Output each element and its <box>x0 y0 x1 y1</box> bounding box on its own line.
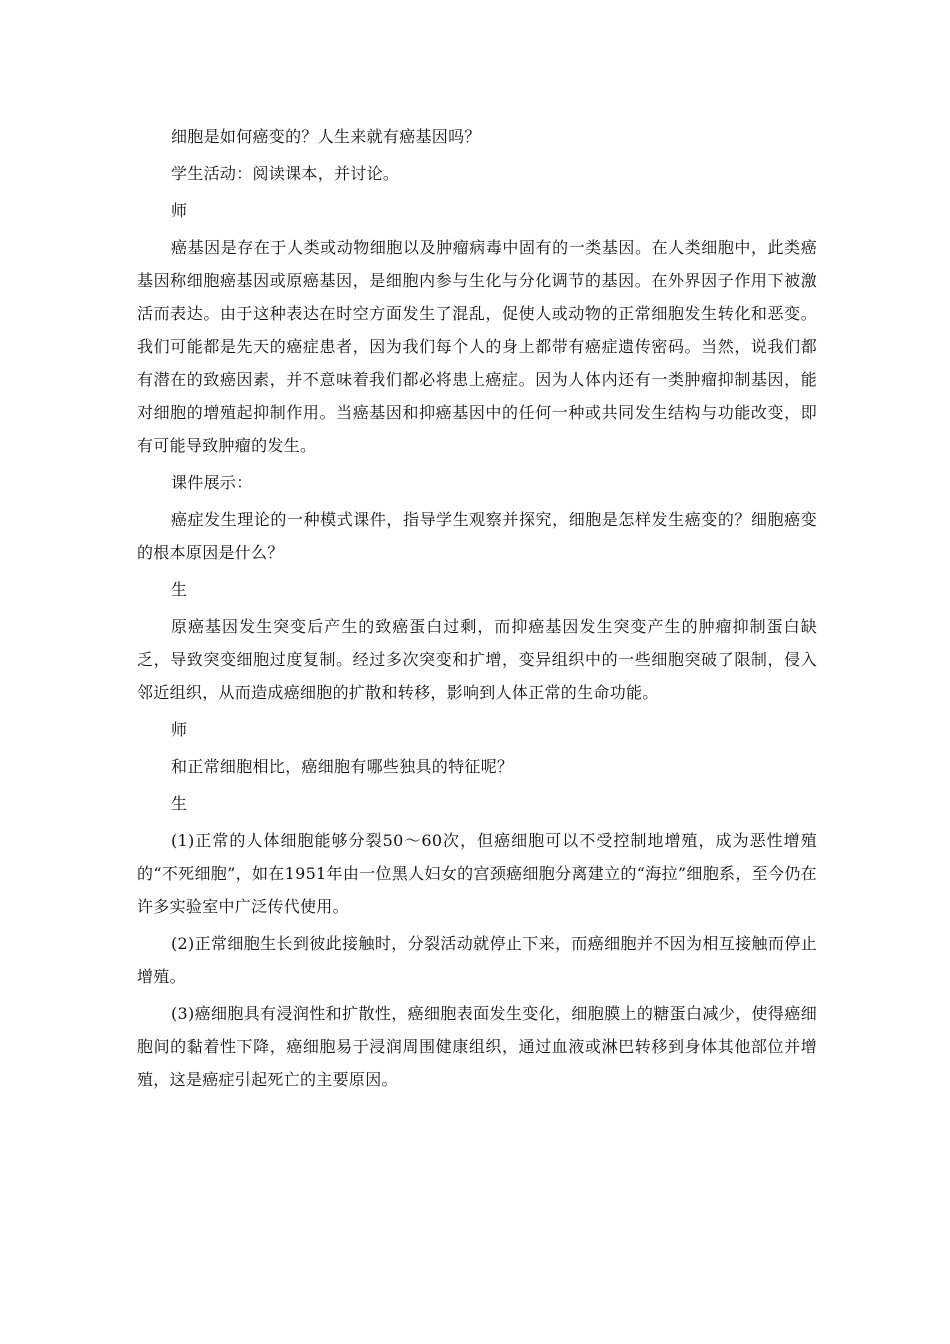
paragraph-oncogene-explanation: 癌基因是存在于人类或动物细胞以及肿瘤病毒中固有的一类基因。在人类细胞中，此类癌基因称细胞癌基因或原癌基因，是细胞内参与生化与分化调节的基因。在外界因子作用下被激活而表达。由于这种表达在时空方面发生了混乱，促使人或动物的正常细胞发生转化和恶变。我们可能都是先天的癌症患者，因为我们每个人的身上都带有癌症遗传密码。当然，说我们都有潜在的致癌因素，并不意味着我们都必将患上癌症。因为人体内还有一类肿瘤抑制基因，能对细胞的增殖起抑制作用。当癌基因和抑癌基因中的任何一种或共同发生结构与功能改变，即有可能导致肿瘤的发生。 <box>137 238 817 455</box>
paragraph-courseware-description: 癌症发生理论的一种模式课件，指导学生观察并探究，细胞是怎样发生癌变的？细胞癌变的根本原因是什么？ <box>137 510 817 562</box>
paragraph-student-answer: 原癌基因发生突变后产生的致癌蛋白过剩，而抑癌基因发生突变产生的肿瘤抑制蛋白缺乏，导致突变细胞过度复制。经过多次突变和扩增，变异组织中的一些细胞突破了限制，侵入邻近组织，从而造成癌细胞的扩散和转移，影响到人体正常的生命功能。 <box>137 617 817 702</box>
speaker-teacher: 师 <box>171 720 188 739</box>
paragraph-feature-3: (3)癌细胞具有浸润性和扩散性，癌细胞表面发生变化，细胞膜上的糖蛋白减少，使得癌细胞间的黏着性下降，癌细胞易于浸润周围健康组织，通过血液或淋巴转移到身体其他部位并增殖，这是癌症引起死亡的主要原因。 <box>137 1004 817 1089</box>
speaker-teacher: 师 <box>171 201 188 220</box>
speaker-student: 生 <box>171 794 188 813</box>
paragraph-student-activity: 学生活动：阅读课本，并讨论。 <box>171 164 400 183</box>
paragraph-question: 细胞是如何癌变的？人生来就有癌基因吗？ <box>171 127 481 146</box>
paragraph-feature-2: (2)正常细胞生长到彼此接触时，分裂活动就停止下来，而癌细胞并不因为相互接触而停止增殖。 <box>137 934 817 986</box>
paragraph-teacher-question: 和正常细胞相比，癌细胞有哪些独具的特征呢？ <box>171 757 514 776</box>
paragraph-feature-1: (1)正常的人体细胞能够分裂50～60次，但癌细胞可以不受控制地增殖，成为恶性增殖的“不死细胞”，如在1951年由一位黑人妇女的宫颈癌细胞分离建立的“海拉”细胞系，至今仍在许多实验室中广泛传代使用。 <box>137 831 817 916</box>
paragraph-courseware-label: 课件展示： <box>171 473 253 492</box>
document-body <box>137 120 817 1100</box>
speaker-student: 生 <box>171 580 188 599</box>
